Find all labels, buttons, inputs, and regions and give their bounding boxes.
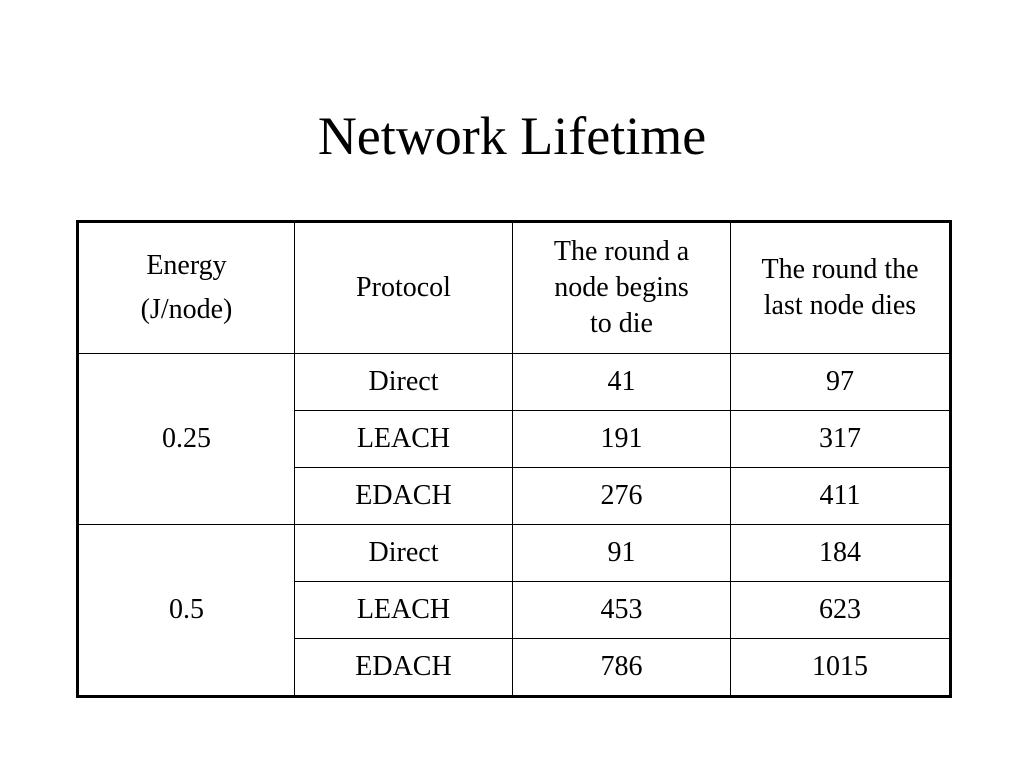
protocol-cell: Direct <box>295 525 513 582</box>
energy-cell: 0.25 <box>78 354 295 525</box>
round-last-cell: 317 <box>731 411 951 468</box>
header-round-last <box>731 222 951 354</box>
energy-cell: 0.5 <box>78 525 295 697</box>
round-last-cell: 623 <box>731 582 951 639</box>
round-last-cell: 1015 <box>731 639 951 697</box>
header-energy <box>78 222 295 354</box>
table-row <box>78 354 951 411</box>
protocol-cell: LEACH <box>295 411 513 468</box>
header-protocol: Protocol <box>295 222 513 354</box>
header-energy-line-1: Energy <box>146 250 227 281</box>
protocol-cell: EDACH <box>295 468 513 525</box>
header-round-begins-line-2: node begins <box>554 272 689 303</box>
round-last-cell: 184 <box>731 525 951 582</box>
protocol-cell: LEACH <box>295 582 513 639</box>
round-begins-cell: 91 <box>513 525 731 582</box>
header-round-begins-line-1: The round a <box>553 236 690 267</box>
round-last-cell: 411 <box>731 468 951 525</box>
header-round-last-line-2: last node dies <box>763 290 917 321</box>
slide-title: Network Lifetime <box>317 106 707 166</box>
network-lifetime-table <box>76 220 952 698</box>
round-begins-cell: 276 <box>513 468 731 525</box>
header-round-begins <box>513 222 731 354</box>
round-begins-cell: 41 <box>513 354 731 411</box>
round-begins-cell: 786 <box>513 639 731 697</box>
round-begins-cell: 453 <box>513 582 731 639</box>
table-row <box>78 525 951 582</box>
table-header-row <box>78 222 951 354</box>
header-energy-line-2: (J/node) <box>140 294 233 325</box>
round-begins-cell: 191 <box>513 411 731 468</box>
protocol-cell: Direct <box>295 354 513 411</box>
protocol-cell: EDACH <box>295 639 513 697</box>
header-round-begins-line-3: to die <box>590 308 653 339</box>
round-last-cell: 97 <box>731 354 951 411</box>
header-round-last-line-1: The round the <box>761 254 919 285</box>
